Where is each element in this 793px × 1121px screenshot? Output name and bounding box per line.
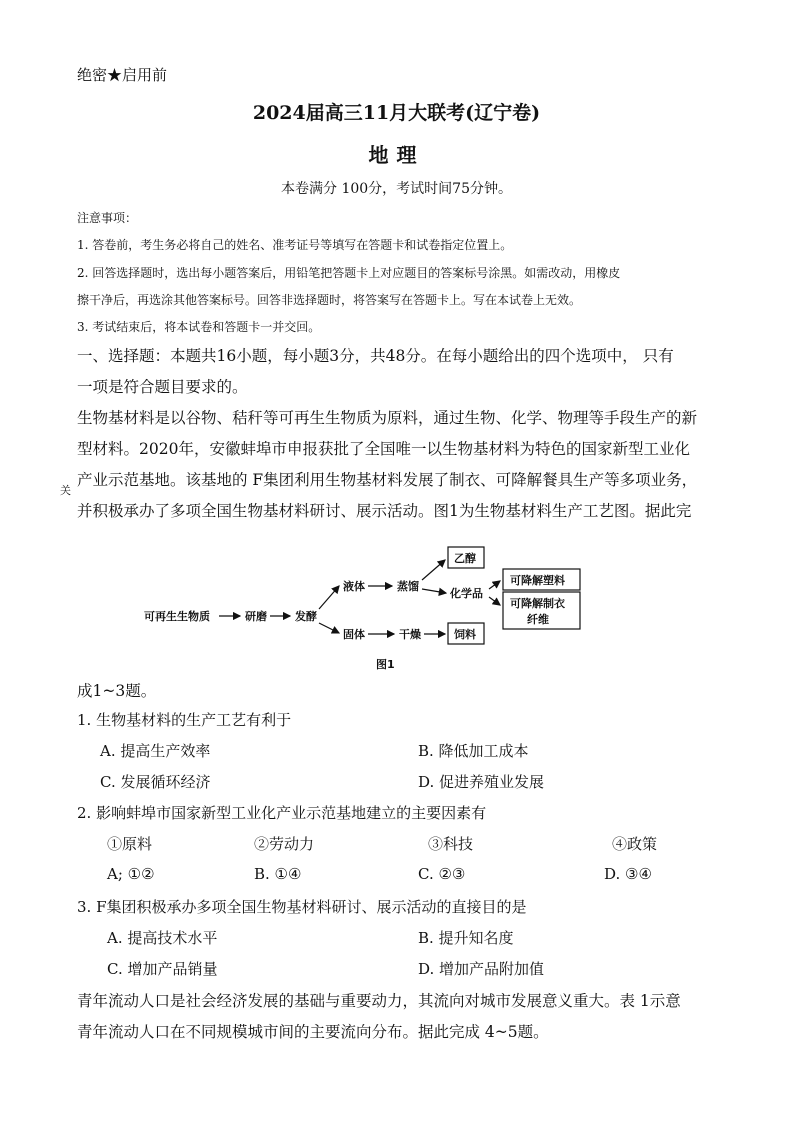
node-ferment: 发酵	[295, 610, 317, 623]
factor-item: ③科技	[428, 835, 474, 853]
passage-line: 生物基材料是以谷物、秸秆等可再生生物质为原料，通过生物、化学、物理等手段生产的新	[77, 409, 698, 427]
passage-line: 产业示范基地。该基地的 F集团利用生物基材料发展了制衣、可降解餐具生产等多项业务，	[77, 471, 698, 489]
side-mark: 关	[60, 484, 71, 497]
option-a[interactable]: A. 提高生产效率	[100, 742, 211, 760]
arrow-distill-chemical	[422, 589, 446, 593]
node-grind: 研磨	[245, 610, 267, 623]
secret-label: 绝密★启用前	[77, 66, 168, 84]
arrow-ferment-solid	[319, 623, 339, 633]
notice-heading: 注意事项：	[77, 211, 138, 225]
section-heading-line: 一项是符合题目要求的。	[77, 378, 248, 396]
option-a[interactable]: A; ①②	[107, 865, 155, 883]
passage-line: 型材料。2020年，安徽蚌埠市申报获批了全国唯一以生物基材料为特色的国家新型工业化	[77, 440, 690, 458]
passage-end: 成1~3题。	[77, 682, 157, 700]
notice-item: 3. 考试结束后，将本试卷和答题卡一并交回。	[77, 320, 321, 334]
arrow-distill-ethanol	[422, 560, 445, 580]
node-liquid: 液体	[343, 580, 365, 593]
factor-item: ②劳动力	[254, 835, 315, 853]
section-heading-line: 一、选择题：本题共16小题，每小题3分，共48分。在每小题给出的四个选项中， 只有	[77, 347, 674, 365]
option-a[interactable]: A. 提高技术水平	[107, 929, 218, 947]
option-d[interactable]: D. 促进养殖业发展	[418, 773, 545, 791]
factor-item: ①原料	[107, 835, 153, 853]
question-stem: 3. F集团积极承办多项全国生物基材料研讨、展示活动的直接目的是	[77, 898, 527, 916]
passage-line: 青年流动人口在不同规模城市间的主要流向分布。据此完成 4~5题。	[77, 1023, 549, 1041]
arrow-chemical-plastic	[489, 581, 500, 589]
passage-line: 并积极承办了多项全国生物基材料研讨、展示活动。图1为生物基材料生产工艺图。据此完	[77, 502, 692, 520]
notice-item: 擦干净后，再选涂其他答案标号。回答非选择题时，将答案写在答题卡上。写在本试卷上无效。	[77, 293, 582, 307]
option-c[interactable]: C. 增加产品销量	[107, 960, 218, 978]
node-fiber-line1: 可降解制衣	[510, 597, 565, 610]
diagram-caption: 图1	[376, 658, 395, 671]
notice-item: 2. 回答选择题时，选出每小题答案后，用铅笔把答题卡上对应题目的答案标号涂黑。如需改动，用橡皮	[77, 266, 621, 280]
question-stem: 2. 影响蚌埠市国家新型工业化产业示范基地建立的主要因素有	[77, 804, 487, 822]
option-d[interactable]: D. ③④	[604, 865, 652, 883]
node-chemical: 化学品	[450, 587, 483, 600]
passage-line: 青年流动人口是社会经济发展的基础与重要动力，其流向对城市发展意义重大。表 1示意	[77, 992, 681, 1010]
arrow-ferment-liquid	[319, 586, 339, 609]
exam-title: 2024届高三11月大联考(辽宁卷)	[252, 102, 541, 124]
arrow-chemical-fiber	[489, 597, 500, 605]
node-distill: 蒸馏	[397, 580, 419, 593]
option-b[interactable]: B. ①④	[254, 865, 302, 883]
option-c[interactable]: C. ②③	[418, 865, 466, 883]
node-solid: 固体	[343, 628, 365, 641]
option-c[interactable]: C. 发展循环经济	[100, 773, 211, 791]
node-source: 可再生生物质	[144, 610, 210, 623]
option-b[interactable]: B. 提升知名度	[418, 929, 514, 947]
node-feed: 饲料	[454, 628, 476, 641]
process-diagram	[0, 535, 793, 675]
factor-item: ④政策	[612, 835, 658, 853]
notice-item: 1. 答卷前，考生务必将自己的姓名、准考证号等填写在答题卡和试卷指定位置上。	[77, 238, 513, 252]
option-d[interactable]: D. 增加产品附加值	[418, 960, 545, 978]
option-b[interactable]: B. 降低加工成本	[418, 742, 529, 760]
node-ethanol: 乙醇	[454, 552, 476, 565]
node-fiber-line2: 纤维	[527, 613, 549, 626]
node-dry: 干燥	[399, 628, 421, 641]
question-stem: 1. 生物基材料的生产工艺有利于	[77, 711, 292, 729]
subject-title: 地理	[368, 143, 425, 167]
exam-info: 本卷满分 100分，考试时间75分钟。	[281, 181, 512, 197]
node-plastic: 可降解塑料	[510, 574, 565, 587]
